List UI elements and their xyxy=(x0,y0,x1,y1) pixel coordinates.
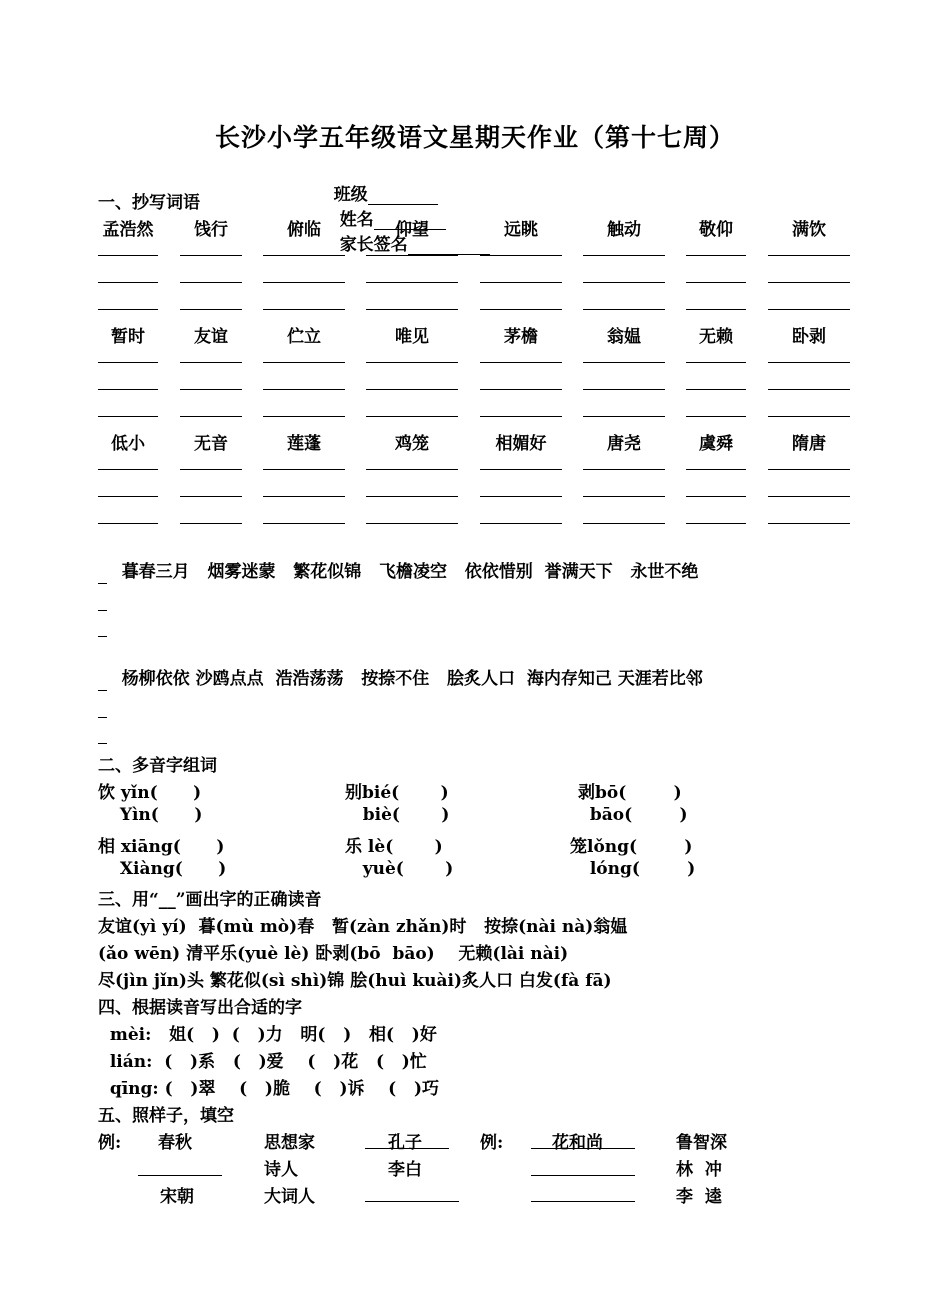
person-text: 李白 xyxy=(388,1160,422,1180)
writing-line[interactable] xyxy=(583,523,665,524)
dynasty-text: 宋朝 xyxy=(160,1187,194,1207)
writing-line[interactable] xyxy=(686,255,746,256)
writing-line[interactable] xyxy=(180,389,242,390)
writing-line[interactable] xyxy=(366,255,458,256)
copy-word: 俯临 xyxy=(287,220,321,240)
polyphone-row: lóng( ) xyxy=(578,859,696,879)
writing-line[interactable] xyxy=(366,496,458,497)
copy-word: 鸡笼 xyxy=(395,434,429,454)
copy-word: 莲蓬 xyxy=(287,434,321,454)
idiom: 杨柳依依 xyxy=(121,669,190,689)
role-text: 大词人 xyxy=(264,1187,315,1207)
writing-line[interactable] xyxy=(98,469,158,470)
writing-line[interactable] xyxy=(98,523,158,524)
person-text: 孔子 xyxy=(388,1133,422,1153)
idiom: 繁花似锦 xyxy=(293,562,362,582)
writing-line[interactable] xyxy=(180,362,242,363)
nickname-text: 花和尚 xyxy=(552,1133,603,1153)
copy-word: 远眺 xyxy=(504,220,538,240)
copy-word: 唐尧 xyxy=(607,434,641,454)
reading-line: 友谊(yì yí) 暮(mù mò)春 暂(zàn zhǎn)时 按捺(nài nà)翁媪 xyxy=(98,917,628,937)
writing-line[interactable] xyxy=(263,523,345,524)
copy-word: 茅檐 xyxy=(504,327,538,347)
writing-line[interactable] xyxy=(263,362,345,363)
section-1-heading: 一、抄写词语 xyxy=(98,193,200,213)
idiom: 暮春三月 xyxy=(121,562,190,582)
writing-line[interactable] xyxy=(768,362,850,363)
writing-line[interactable] xyxy=(583,309,665,310)
writing-line[interactable] xyxy=(480,469,562,470)
copy-word: 卧剥 xyxy=(792,327,826,347)
writing-line[interactable] xyxy=(686,416,746,417)
writing-line[interactable] xyxy=(98,636,107,637)
copy-word: 翁媪 xyxy=(607,327,641,347)
copy-word: 饯行 xyxy=(194,220,228,240)
reading-line: (ǎo wēn) 清平乐(yuè lè) 卧剥(bō bāo) 无赖(lài nài) xyxy=(98,944,569,964)
polyphone-row: biè( ) xyxy=(345,805,450,825)
polyphone-row: bāo( ) xyxy=(578,805,688,825)
writing-line[interactable] xyxy=(263,255,345,256)
example-label: 例: xyxy=(480,1133,504,1153)
copy-word: 隋唐 xyxy=(792,434,826,454)
section-5-heading: 五、照样子，填空 xyxy=(98,1106,234,1126)
idiom: 永世不绝 xyxy=(630,562,699,582)
copy-word: 无音 xyxy=(194,434,228,454)
reading-line: 尽(jìn jǐn)头 繁花似(sì shì)锦 脍(huì kuài)炙人口 白发(fà fā) xyxy=(98,971,612,991)
copy-word: 唯见 xyxy=(395,327,429,347)
writing-line[interactable] xyxy=(686,282,746,283)
idiom: 誉满天下 xyxy=(544,562,613,582)
polyphone-row: Xiàng( ) xyxy=(108,859,227,879)
writing-line[interactable] xyxy=(263,469,345,470)
writing-line[interactable] xyxy=(180,416,242,417)
writing-line[interactable] xyxy=(98,583,107,584)
writing-line[interactable] xyxy=(263,309,345,310)
class-label: 班级 xyxy=(333,185,368,205)
idiom: 烟雾迷蒙 xyxy=(207,562,276,582)
character-text: 李 逵 xyxy=(676,1187,722,1207)
writing-line[interactable] xyxy=(768,416,850,417)
writing-line[interactable] xyxy=(768,282,850,283)
writing-line[interactable] xyxy=(98,362,158,363)
writing-line[interactable] xyxy=(686,523,746,524)
writing-line[interactable] xyxy=(686,362,746,363)
copy-word: 孟浩然 xyxy=(102,220,154,240)
writing-line[interactable] xyxy=(480,282,562,283)
writing-line[interactable] xyxy=(583,496,665,497)
copy-word: 友谊 xyxy=(194,327,228,347)
writing-line[interactable] xyxy=(583,416,665,417)
writing-line[interactable] xyxy=(366,309,458,310)
idiom: 按捺不住 xyxy=(361,669,430,689)
writing-line[interactable] xyxy=(366,282,458,283)
fill-blank[interactable] xyxy=(531,1201,635,1202)
copy-word: 伫立 xyxy=(287,327,321,347)
writing-line[interactable] xyxy=(366,362,458,363)
pinyin-fill-line: mèi: 姐( ) ( )力 明( ) 相( )好 xyxy=(98,1025,437,1045)
writing-line[interactable] xyxy=(98,743,107,744)
writing-line[interactable] xyxy=(768,496,850,497)
writing-line[interactable] xyxy=(768,523,850,524)
writing-line[interactable] xyxy=(768,469,850,470)
parent-sign-label: 家长签名 xyxy=(339,235,408,255)
writing-line[interactable] xyxy=(98,255,158,256)
writing-line[interactable] xyxy=(768,389,850,390)
fill-blank[interactable] xyxy=(531,1175,635,1176)
fill-blank[interactable] xyxy=(138,1175,222,1176)
writing-line[interactable] xyxy=(686,389,746,390)
writing-line[interactable] xyxy=(98,690,107,691)
pinyin-fill-line: lián: ( )系 ( )爱 ( )花 ( )忙 xyxy=(98,1052,427,1072)
writing-line[interactable] xyxy=(263,282,345,283)
polyphone-row: yuè( ) xyxy=(345,859,454,879)
writing-line[interactable] xyxy=(768,309,850,310)
writing-line[interactable] xyxy=(583,362,665,363)
writing-line[interactable] xyxy=(480,416,562,417)
writing-line[interactable] xyxy=(98,309,158,310)
writing-line[interactable] xyxy=(98,416,158,417)
writing-line[interactable] xyxy=(480,255,562,256)
polyphone-row: 笼lǒng( ) xyxy=(570,837,693,857)
writing-line[interactable] xyxy=(583,469,665,470)
writing-line[interactable] xyxy=(366,416,458,417)
writing-line[interactable] xyxy=(180,496,242,497)
polyphone-row: 乐 lè( ) xyxy=(345,837,443,857)
pinyin-fill-line: qīng: ( )翠 ( )脆 ( )诉 ( )巧 xyxy=(98,1079,440,1099)
copy-word: 无赖 xyxy=(699,327,733,347)
writing-line[interactable] xyxy=(180,523,242,524)
writing-line[interactable] xyxy=(98,610,107,611)
writing-line[interactable] xyxy=(686,496,746,497)
writing-line[interactable] xyxy=(768,255,850,256)
character-text: 鲁智深 xyxy=(676,1133,727,1153)
role-text: 思想家 xyxy=(264,1133,315,1153)
writing-line[interactable] xyxy=(366,523,458,524)
writing-line[interactable] xyxy=(180,469,242,470)
writing-line[interactable] xyxy=(480,309,562,310)
idiom: 飞檐凌空 xyxy=(378,562,447,582)
name-label: 姓名 xyxy=(339,210,374,230)
idiom-row-2 xyxy=(98,644,703,709)
writing-line[interactable] xyxy=(583,255,665,256)
parent-sign-field[interactable] xyxy=(408,238,490,255)
writing-line[interactable] xyxy=(686,309,746,310)
polyphone-row: 饮 yǐn( ) xyxy=(98,783,202,803)
writing-line[interactable] xyxy=(263,416,345,417)
idiom: 脍炙人口 xyxy=(446,669,515,689)
writing-line[interactable] xyxy=(180,255,242,256)
polyphone-row: Yìn( ) xyxy=(108,805,203,825)
writing-line[interactable] xyxy=(686,469,746,470)
copy-word: 触动 xyxy=(607,220,641,240)
writing-line[interactable] xyxy=(480,362,562,363)
writing-line[interactable] xyxy=(480,496,562,497)
fill-blank[interactable] xyxy=(365,1201,459,1202)
writing-line[interactable] xyxy=(180,309,242,310)
writing-line[interactable] xyxy=(98,496,158,497)
writing-line[interactable] xyxy=(98,389,158,390)
writing-line[interactable] xyxy=(263,496,345,497)
character-text: 林 冲 xyxy=(676,1160,722,1180)
copy-word: 暂时 xyxy=(111,327,145,347)
idiom: 浩浩荡荡 xyxy=(275,669,344,689)
dynasty-text: 春秋 xyxy=(158,1133,192,1153)
example-underline xyxy=(365,1148,449,1149)
example-label: 例: xyxy=(98,1133,122,1153)
polyphone-row: 相 xiāng( ) xyxy=(98,837,225,857)
copy-word: 低小 xyxy=(111,434,145,454)
writing-line[interactable] xyxy=(98,282,158,283)
writing-line[interactable] xyxy=(366,469,458,470)
polyphone-row: 剥bō( ) xyxy=(578,783,682,803)
section-4-heading: 四、根据读音写出合适的字 xyxy=(98,998,302,1018)
role-text: 诗人 xyxy=(264,1160,298,1180)
idiom: 沙鸥点点 xyxy=(195,669,264,689)
writing-line[interactable] xyxy=(366,389,458,390)
writing-line[interactable] xyxy=(263,389,345,390)
writing-line[interactable] xyxy=(180,282,242,283)
writing-line[interactable] xyxy=(583,389,665,390)
idiom: 依依惜别 xyxy=(464,562,533,582)
idiom-row-1 xyxy=(98,537,698,602)
copy-word: 虞舜 xyxy=(699,434,733,454)
copy-word: 仰望 xyxy=(395,220,429,240)
example-underline xyxy=(531,1148,635,1149)
writing-line[interactable] xyxy=(583,282,665,283)
idiom: 天涯若比邻 xyxy=(617,669,703,689)
copy-word: 满饮 xyxy=(792,220,826,240)
writing-line[interactable] xyxy=(480,523,562,524)
page-title: 长沙小学五年级语文星期天作业（第十七周） xyxy=(214,123,735,152)
idiom: 海内存知己 xyxy=(526,669,612,689)
polyphone-row: 别bié( ) xyxy=(345,783,449,803)
section-3-heading: 三、用“__”画出字的正确读音 xyxy=(98,890,322,910)
section-2-heading: 二、多音字组词 xyxy=(98,756,217,776)
class-field[interactable] xyxy=(368,188,438,205)
copy-word: 敬仰 xyxy=(699,220,733,240)
copy-word: 相媚好 xyxy=(495,434,547,454)
writing-line[interactable] xyxy=(480,389,562,390)
writing-line[interactable] xyxy=(98,717,107,718)
